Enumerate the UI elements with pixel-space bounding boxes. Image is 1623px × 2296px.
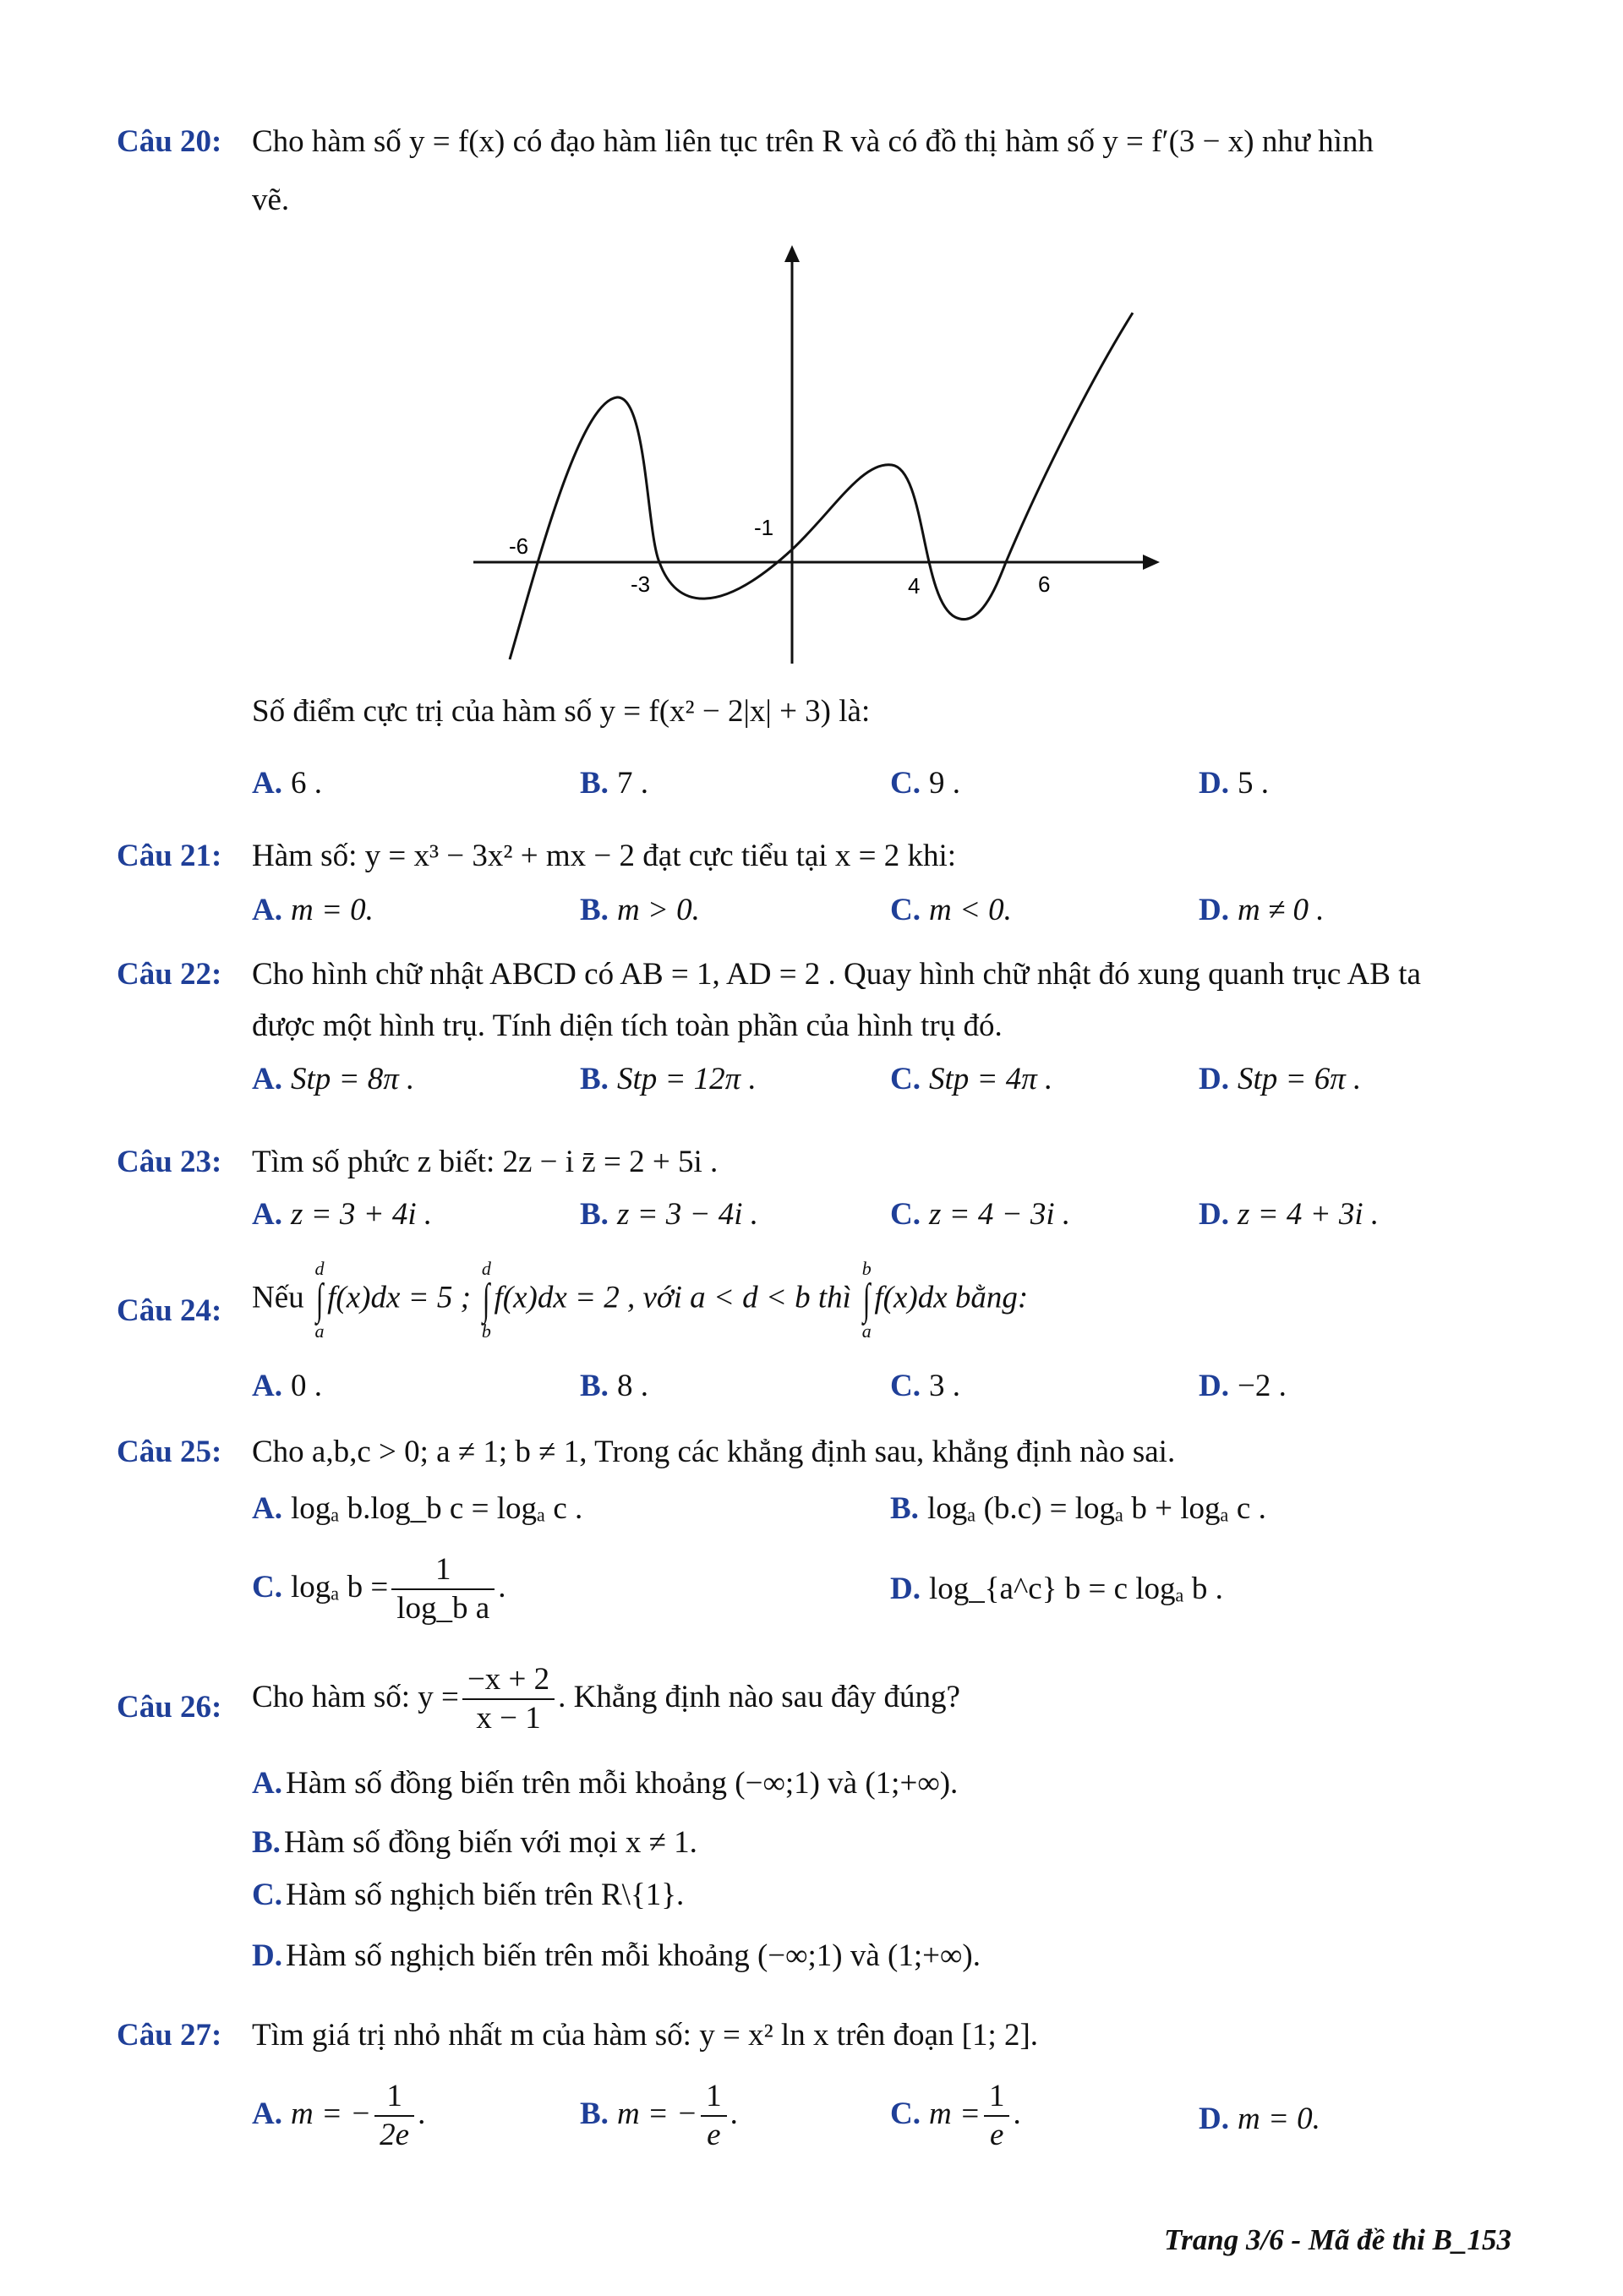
option-label: D. bbox=[1199, 2102, 1229, 2136]
option-d bbox=[1199, 1368, 1287, 1404]
question-24 bbox=[117, 1260, 1520, 1361]
option-b bbox=[580, 1368, 648, 1404]
integral-3-body: f(x)dx bằng: bbox=[874, 1280, 1029, 1315]
option-text: m = 0. bbox=[1237, 2102, 1320, 2136]
option-a bbox=[252, 2078, 425, 2155]
tick-label-neg1: -1 bbox=[754, 515, 774, 540]
option-c bbox=[252, 1551, 505, 1628]
option-label: B. bbox=[580, 893, 609, 927]
option-label: C. bbox=[890, 766, 921, 801]
question-text bbox=[252, 1260, 1520, 1341]
fraction bbox=[462, 1661, 555, 1738]
option-pre: m = − bbox=[616, 2096, 698, 2131]
option-label: A. bbox=[252, 1062, 282, 1096]
option-text: 5 . bbox=[1237, 766, 1269, 801]
option-d bbox=[890, 1571, 1223, 1607]
option-a bbox=[252, 1490, 582, 1527]
question-label: Câu 27: bbox=[117, 2018, 222, 2053]
denominator: x − 1 bbox=[476, 1701, 541, 1736]
tick-label-6: 6 bbox=[1038, 571, 1051, 597]
option-label: B. bbox=[580, 1197, 609, 1232]
lower-limit: a bbox=[861, 1320, 872, 1342]
option-label: C. bbox=[890, 2096, 921, 2131]
question-text: Tìm giá trị nhỏ nhất m của hàm số: y = x² ln x trên đoạn [1; 2]. bbox=[252, 2018, 1039, 2053]
option-label: A. bbox=[252, 2096, 282, 2131]
integral-2-body: f(x)dx = 2 , với a < d < b thì bbox=[494, 1280, 851, 1315]
option-label: C. bbox=[890, 893, 921, 927]
numerator: 1 bbox=[391, 1551, 495, 1590]
option-a bbox=[252, 1368, 322, 1404]
question-text: Tìm số phức z biết: 2z − i z̄ = 2 + 5i . bbox=[252, 1145, 719, 1179]
question-26 bbox=[117, 1661, 1520, 1746]
question-text: Cho hàm số y = f(x) có đạo hàm liên tục trên R và có đồ thị hàm số y = f′(3 − x) như hình bbox=[252, 124, 1374, 159]
option-text: 0 . bbox=[290, 1369, 322, 1403]
option-label: B. bbox=[252, 1825, 281, 1860]
lower-limit: b bbox=[481, 1320, 491, 1342]
option-c bbox=[890, 1061, 1052, 1097]
derivative-graph bbox=[465, 245, 1167, 668]
option-text: Hàm số nghịch biến trên R\{1}. bbox=[285, 1878, 685, 1912]
fraction bbox=[984, 2078, 1010, 2155]
fraction bbox=[701, 2078, 727, 2155]
option-label: C. bbox=[890, 1369, 921, 1403]
option-text: m < 0. bbox=[928, 893, 1012, 927]
integral-1-body: f(x)dx = 5 ; bbox=[327, 1280, 471, 1315]
numerator: 1 bbox=[984, 2078, 1010, 2117]
integral-2: d ∫ b bbox=[481, 1258, 491, 1342]
denominator: e bbox=[707, 2118, 721, 2153]
option-text: z = 3 + 4i . bbox=[290, 1197, 433, 1232]
option-label: D. bbox=[890, 1572, 921, 1606]
question-label: Câu 26: bbox=[117, 1690, 222, 1725]
curve bbox=[510, 313, 1133, 659]
question-text-continued: được một hình trụ. Tính diện tích toàn phần của hình trụ đó. bbox=[252, 1009, 1003, 1043]
option-c bbox=[890, 765, 960, 801]
numerator: 1 bbox=[374, 2078, 414, 2117]
option-text: 7 . bbox=[616, 766, 648, 801]
option-text: 9 . bbox=[928, 766, 960, 801]
option-label: B. bbox=[890, 1491, 919, 1526]
upper-limit: d bbox=[314, 1258, 325, 1279]
y-axis-arrow bbox=[784, 245, 800, 262]
option-c bbox=[890, 892, 1012, 928]
option-label: C. bbox=[890, 1062, 921, 1096]
option-d bbox=[1199, 765, 1269, 801]
integral-3: b ∫ a bbox=[861, 1258, 872, 1342]
option-label: D. bbox=[1199, 1369, 1229, 1403]
option-text: logₐ b.log_b c = logₐ c . bbox=[290, 1491, 583, 1526]
question-text: Cho a,b,c > 0; a ≠ 1; b ≠ 1, Trong các khẳng định sau, khẳng định nào sai. bbox=[252, 1435, 1176, 1469]
question-text: Cho hình chữ nhật ABCD có AB = 1, AD = 2 . Quay hình chữ nhật đó xung quanh trục AB ta bbox=[252, 957, 1421, 992]
option-d bbox=[1199, 1061, 1361, 1097]
option-post: . bbox=[1013, 2096, 1021, 2131]
option-text: logₐ (b.c) = logₐ b + logₐ c . bbox=[926, 1491, 1266, 1526]
option-a bbox=[252, 892, 374, 928]
option-text: log_{a^c} b = c logₐ b . bbox=[928, 1572, 1223, 1606]
option-label: B. bbox=[580, 2096, 609, 2131]
option-text: m = 0. bbox=[290, 893, 374, 927]
option-text: Stp = 4π . bbox=[928, 1062, 1053, 1096]
question-post: . Khẳng định nào sau đây đúng? bbox=[558, 1679, 960, 1714]
denominator: 2e bbox=[380, 2118, 410, 2153]
option-b bbox=[580, 1196, 758, 1233]
option-label: D. bbox=[1199, 1062, 1229, 1096]
tick-label-neg3: -3 bbox=[631, 571, 651, 597]
option-text: z = 4 − 3i . bbox=[928, 1197, 1071, 1232]
numerator: 1 bbox=[701, 2078, 727, 2117]
option-text: Stp = 6π . bbox=[1237, 1062, 1362, 1096]
option-b bbox=[252, 1824, 697, 1861]
upper-limit: b bbox=[861, 1258, 872, 1279]
lower-limit: a bbox=[314, 1320, 325, 1342]
option-label: A. bbox=[252, 1369, 282, 1403]
option-a bbox=[252, 765, 322, 801]
option-pre: m = − bbox=[290, 2096, 372, 2131]
option-label: A. bbox=[252, 1491, 282, 1526]
option-text: −2 . bbox=[1237, 1369, 1287, 1403]
question-text-continued: vẽ. bbox=[252, 183, 290, 217]
option-c bbox=[890, 1368, 960, 1404]
option-post: . bbox=[498, 1569, 506, 1604]
option-label: A. bbox=[252, 766, 282, 801]
question-pre: Cho hàm số: y = bbox=[252, 1679, 459, 1714]
question-label: Câu 23: bbox=[117, 1145, 222, 1179]
option-c bbox=[252, 1877, 684, 1913]
option-d bbox=[1199, 1196, 1379, 1233]
option-text: 6 . bbox=[290, 766, 322, 801]
option-label: A. bbox=[252, 1197, 282, 1232]
page-footer: Trang 3/6 - Mã đề thi B_153 bbox=[1164, 2223, 1511, 2256]
option-text: 8 . bbox=[616, 1369, 648, 1403]
option-a bbox=[252, 1765, 958, 1801]
option-text: 3 . bbox=[928, 1369, 960, 1403]
numerator: −x + 2 bbox=[462, 1661, 555, 1700]
option-text: m ≠ 0 . bbox=[1237, 893, 1325, 927]
option-d bbox=[1199, 2101, 1320, 2137]
tick-label-4: 4 bbox=[908, 573, 921, 599]
denominator: e bbox=[989, 2118, 1004, 2153]
option-label: B. bbox=[580, 1062, 609, 1096]
option-b bbox=[580, 892, 700, 928]
option-label: C. bbox=[890, 1197, 921, 1232]
option-label: A. bbox=[252, 1766, 282, 1801]
option-label: D. bbox=[1199, 1197, 1229, 1232]
question-prompt: Số điểm cực trị của hàm số y = f(x² − 2|x| + 3) là: bbox=[252, 694, 871, 729]
option-pre: m = bbox=[928, 2096, 981, 2131]
option-label: A. bbox=[252, 893, 282, 927]
denominator: log_b a bbox=[396, 1591, 490, 1626]
option-d bbox=[1199, 892, 1325, 928]
option-post: . bbox=[730, 2096, 738, 2131]
option-text: z = 4 + 3i . bbox=[1237, 1197, 1380, 1232]
if-word: Nếu bbox=[252, 1280, 304, 1315]
question-label: Câu 22: bbox=[117, 957, 222, 992]
question-text: Hàm số: y = x³ − 3x² + mx − 2 đạt cực tiểu tại x = 2 khi: bbox=[252, 839, 957, 873]
option-label: D. bbox=[1199, 766, 1229, 801]
option-label: C. bbox=[252, 1569, 282, 1604]
option-text: Hàm số nghịch biến trên mỗi khoảng (−∞;1) và (1;+∞). bbox=[285, 1938, 981, 1973]
integral-1: d ∫ a bbox=[314, 1258, 325, 1342]
fraction bbox=[391, 1551, 495, 1628]
x-axis-arrow bbox=[1143, 555, 1160, 570]
option-pre: logₐ b = bbox=[290, 1569, 389, 1604]
option-b bbox=[580, 1061, 757, 1097]
option-text: Hàm số đồng biến trên mỗi khoảng (−∞;1) và (1;+∞). bbox=[285, 1766, 959, 1801]
question-label: Câu 25: bbox=[117, 1435, 222, 1469]
tick-label-neg6: -6 bbox=[509, 533, 529, 559]
option-post: . bbox=[418, 2096, 426, 2131]
option-a bbox=[252, 1061, 414, 1097]
question-label: Câu 21: bbox=[117, 839, 222, 873]
option-text: z = 3 − 4i . bbox=[616, 1197, 759, 1232]
option-c bbox=[890, 1196, 1070, 1233]
option-text: Stp = 8π . bbox=[290, 1062, 415, 1096]
option-b bbox=[580, 765, 648, 801]
option-b bbox=[890, 1490, 1266, 1527]
option-a bbox=[252, 1196, 432, 1233]
option-c bbox=[890, 2078, 1021, 2155]
option-label: B. bbox=[580, 1369, 609, 1403]
option-text: m > 0. bbox=[616, 893, 700, 927]
option-text: Stp = 12π . bbox=[616, 1062, 757, 1096]
question-text bbox=[252, 1661, 1520, 1738]
question-label: Câu 24: bbox=[117, 1293, 222, 1328]
option-d bbox=[252, 1938, 981, 1974]
option-label: B. bbox=[580, 766, 609, 801]
option-label: D. bbox=[1199, 893, 1229, 927]
question-label: Câu 20: bbox=[117, 124, 222, 159]
option-label: C. bbox=[252, 1878, 282, 1912]
upper-limit: d bbox=[481, 1258, 491, 1279]
option-b bbox=[580, 2078, 738, 2155]
fraction bbox=[374, 2078, 414, 2155]
option-text: Hàm số đồng biến với mọi x ≠ 1. bbox=[283, 1825, 697, 1860]
option-label: D. bbox=[252, 1938, 282, 1973]
